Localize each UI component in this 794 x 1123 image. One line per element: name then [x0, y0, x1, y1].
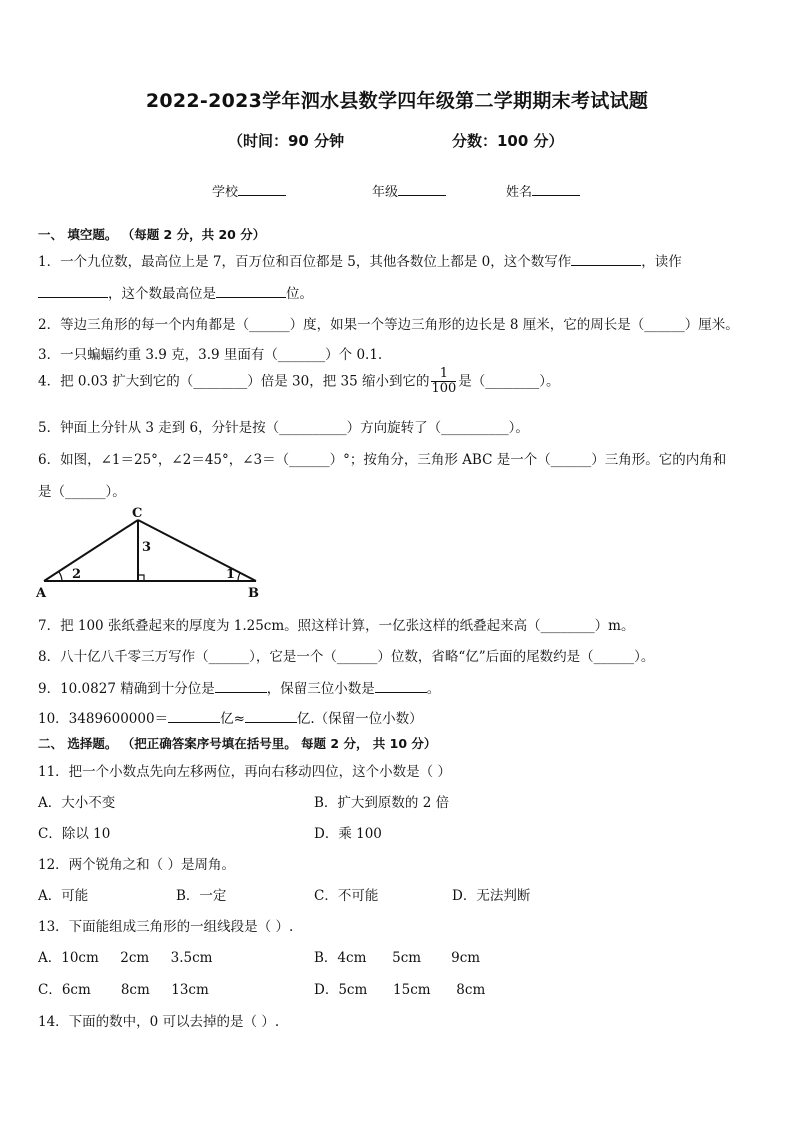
question-7: 7．把 100 张纸叠起来的厚度为 1.25cm。照这样计算，一亿张这样的纸叠起来高（________）m。 — [38, 618, 635, 634]
question-13: 13．下面能组成三角形的一组线段是（ ）. — [38, 919, 294, 935]
option-13-a[interactable]: A．10cm 2cm 3.5cm — [38, 950, 213, 966]
question-4-text-b: 是（________）。 — [458, 373, 560, 390]
question-8: 8．八十亿八千零三万写作（______），它是一个（______）位数，省略“亿”后面的尾数约是（______）。 — [38, 649, 655, 665]
vertex-a-label: A — [36, 586, 47, 601]
option-12-b[interactable]: B．一定 — [176, 888, 227, 904]
angle-1-label: 1 — [226, 567, 236, 582]
answer-blank[interactable] — [571, 253, 641, 266]
question-10-text-a: 10．3489600000＝ — [38, 711, 169, 727]
option-12-d[interactable]: D．无法判断 — [452, 888, 531, 904]
question-12: 12．两个锐角之和（ ）是周角。 — [38, 857, 235, 873]
time-label: （时间：90 分钟 — [228, 132, 345, 150]
answer-blank[interactable] — [375, 680, 427, 693]
option-11-b[interactable]: B．扩大到原数的 2 倍 — [314, 795, 450, 811]
angle-2-arc — [59, 572, 62, 581]
option-12-c[interactable]: C．不可能 — [314, 888, 379, 904]
question-6-line2: 是（______）。 — [38, 484, 126, 500]
question-11: 11．把一个小数点先向左移两位，再向右移动四位，这个小数是（ ） — [38, 764, 451, 780]
question-10-text-c: 亿.（保留一位小数） — [296, 711, 423, 727]
answer-blank[interactable] — [245, 710, 297, 723]
fraction-denominator: 100 — [431, 381, 457, 397]
vertex-b-label: B — [248, 586, 259, 601]
question-1-line2 — [38, 282, 313, 302]
school-blank[interactable] — [238, 183, 286, 196]
answer-blank[interactable] — [168, 710, 220, 723]
section2-heading: 二、 选择题。 （把正确答案序号填在括号里。 每题 2 分， 共 10 分） — [38, 736, 437, 751]
question-10-text-b: 亿≈ — [220, 711, 245, 727]
option-11-d[interactable]: D．乘 100 — [314, 826, 382, 842]
name-field — [506, 181, 580, 200]
question-1-text-b: ，读作 — [641, 254, 682, 270]
question-1-text-d: 位。 — [286, 286, 313, 302]
school-field — [212, 181, 286, 200]
page-title: 2022-2023学年泗水县数学四年级第二学期期末考试试题 — [145, 90, 649, 112]
grade-label: 年级 — [372, 185, 399, 200]
question-1-line1 — [38, 250, 682, 270]
question-9-text-c: 。 — [426, 681, 441, 697]
option-11-a[interactable]: A．大小不变 — [38, 795, 116, 811]
angle-2-label: 2 — [72, 567, 82, 582]
score-label: 分数：100 分） — [452, 132, 564, 150]
option-13-c[interactable]: C．6cm 8cm 13cm — [38, 982, 209, 998]
answer-blank[interactable] — [38, 285, 108, 298]
question-3: 3．一只蝙蝠约重 3.9 克，3.9 里面有（_______）个 0.1. — [38, 347, 383, 363]
question-1-text-a: 1．一个九位数，最高位上是 7，百万位和百位都是 5，其他各数位上都是 0，这个数写作 — [38, 254, 572, 270]
name-label: 姓名 — [506, 185, 533, 200]
side-ac — [44, 520, 138, 581]
answer-blank[interactable] — [216, 285, 286, 298]
side-cb — [138, 520, 256, 581]
fraction — [431, 367, 456, 397]
question-5: 5．钟面上分针从 3 走到 6，分针是按（__________）方向旋转了（__________）。 — [38, 420, 529, 436]
triangle-figure — [34, 505, 274, 601]
question-9 — [38, 677, 440, 697]
question-9-text-b: ，保留三位小数是 — [266, 681, 375, 697]
section1-heading: 一、 填空题。 （每题 2 分，共 20 分） — [38, 227, 266, 242]
question-4 — [38, 367, 560, 397]
name-blank[interactable] — [532, 183, 580, 196]
option-13-b[interactable]: B．4cm 5cm 9cm — [314, 950, 481, 966]
fraction-numerator: 1 — [431, 367, 456, 382]
question-1-text-c: ，这个数最高位是 — [108, 286, 216, 302]
option-11-c[interactable]: C．除以 10 — [38, 826, 111, 842]
question-14: 14．下面的数中，0 可以去掉的是（ ）. — [38, 1014, 280, 1030]
school-label: 学校 — [212, 185, 239, 200]
question-6-line1: 6．如图，∠1＝25°，∠2＝45°，∠3＝（______）°；按角分，三角形 ABC 是一个（______）三角形。它的内角和 — [38, 452, 727, 468]
question-4-text-a: 4．把 0.03 扩大到它的（________）倍是 30，把 35 缩小到它的 — [38, 373, 430, 390]
question-9-text-a: 9．10.0827 精确到十分位是 — [38, 681, 215, 697]
angle-3-label: 3 — [142, 540, 152, 555]
grade-field — [372, 181, 446, 200]
vertex-c-label: C — [132, 506, 143, 521]
option-12-a[interactable]: A．可能 — [38, 888, 89, 904]
question-2: 2．等边三角形的每一个内角都是（______）度，如果一个等边三角形的边长是 8 厘米，它的周长是（______）厘米。 — [38, 317, 739, 333]
angle-1-arc — [238, 573, 240, 581]
question-10 — [38, 707, 423, 727]
option-13-d[interactable]: D．5cm 15cm 8cm — [314, 982, 486, 998]
grade-blank[interactable] — [398, 183, 446, 196]
answer-blank[interactable] — [215, 680, 267, 693]
